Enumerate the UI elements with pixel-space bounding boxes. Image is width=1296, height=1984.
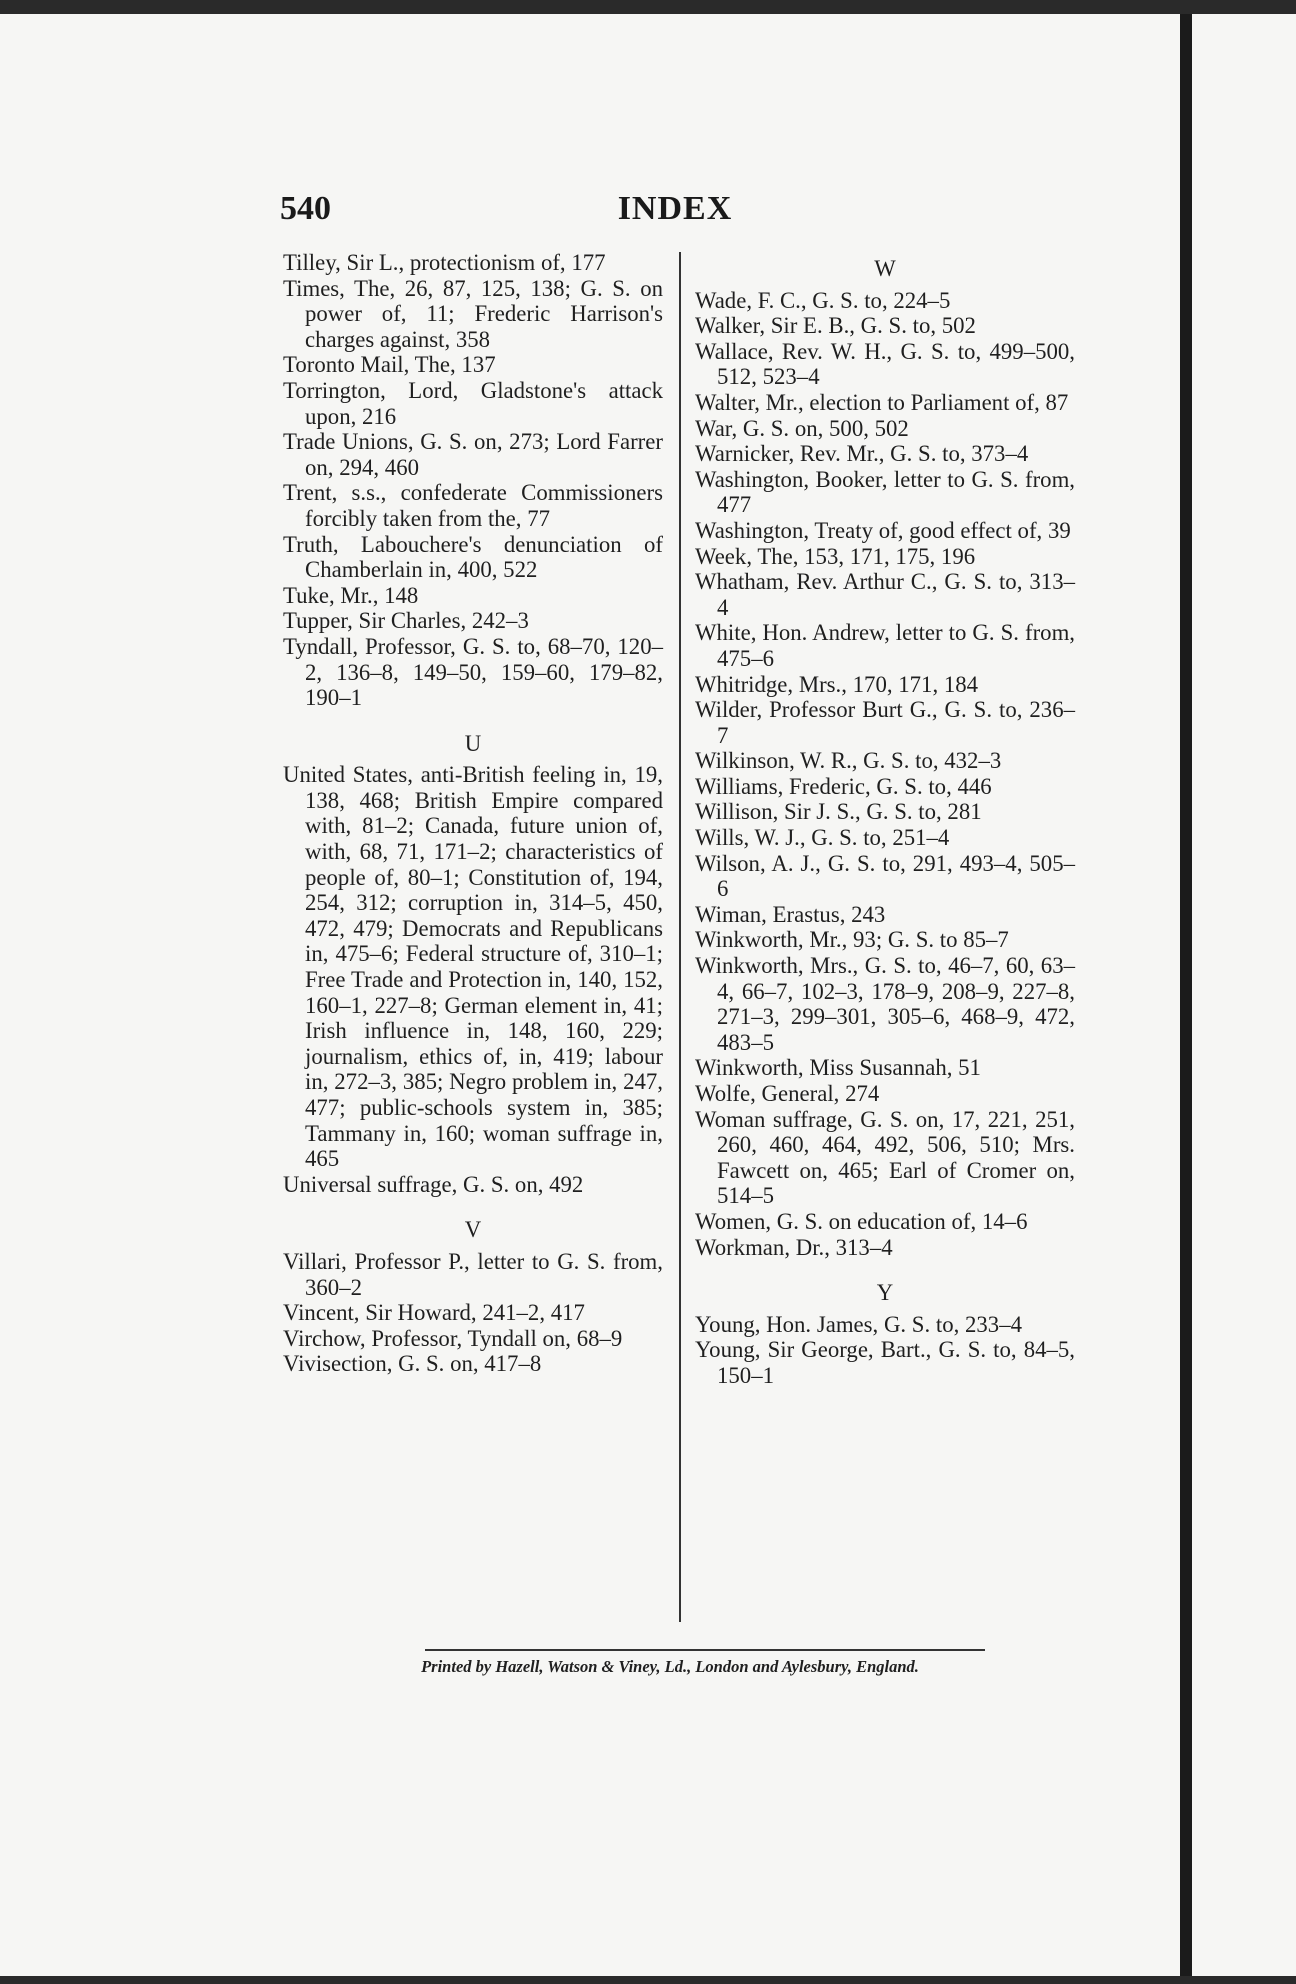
section-spacer: [283, 1197, 663, 1217]
index-entry: Tupper, Sir Charles, 242–3: [283, 608, 529, 634]
index-entry: Young, Sir George, Bart., G. S. to, 84–5, 150–1: [695, 1337, 1075, 1388]
index-entry: Walker, Sir E. B., G. S. to, 502: [695, 313, 976, 339]
index-entry: Wiman, Erastus, 243: [695, 901, 886, 927]
index-entry: Toronto Mail, The, 137: [283, 352, 496, 378]
index-entry: Torrington, Lord, Gladstone's attack upon, 216: [283, 377, 663, 429]
index-entry: Whitridge, Mrs., 170, 171, 184: [695, 671, 979, 697]
index-entry: Warnicker, Rev. Mr., G. S. to, 373–4: [695, 441, 1029, 467]
printer-imprint: Printed by Hazell, Watson & Viney, Ld., London and Aylesbury, England.: [421, 1657, 919, 1676]
index-entry: Tyndall, Professor, G. S. to, 68–70, 120–2, 136–8, 149–50, 159–60, 179–82, 190–1: [283, 633, 663, 711]
index-entry: Young, Hon. James, G. S. to, 233–4: [695, 1311, 1023, 1337]
index-entry: Winkworth, Mrs., G. S. to, 46–7, 60, 63–4, 66–7, 102–3, 178–9, 208–9, 227–8, 271–3, 299–301, 305–6, 468–9, 472, 483–5: [695, 953, 1075, 1055]
page-title: INDEX: [617, 190, 733, 227]
index-entry: Wade, F. C., G. S. to, 224–5: [695, 287, 951, 313]
index-entry: Vivisection, G. S. on, 417–8: [283, 1351, 542, 1377]
adjacent-page-strip: [1192, 14, 1296, 1976]
index-entry: Women, G. S. on education of, 14–6: [695, 1208, 1028, 1234]
index-entry: Wilson, A. J., G. S. to, 291, 493–4, 505–6: [695, 850, 1075, 902]
page-edge: [1180, 14, 1192, 1976]
index-entry: Villari, Professor P., letter to G. S. from, 360–2: [283, 1248, 663, 1300]
index-entry: Tuke, Mr., 148: [283, 582, 419, 608]
index-column-right: [695, 250, 1075, 1389]
index-entry: Times, The, 26, 87, 125, 138; G. S. on power of, 11; Frederic Harrison's charges against, 358: [283, 275, 663, 352]
index-entry: Wallace, Rev. W. H., G. S. to, 499–500, 512, 523–4: [695, 338, 1075, 390]
index-entry: Winkworth, Miss Susannah, 51: [695, 1055, 981, 1081]
index-entry: Wilkinson, W. R., G. S. to, 432–3: [695, 748, 1002, 774]
index-entry: Tilley, Sir L., protectionism of, 177: [283, 250, 606, 275]
index-entry: United States, anti-British feeling in, 19, 138, 468; British Empire compared with, 81–2; Canada, future union of, with, 68, 71, 171–2; characteristics of people of, 80–1; Constitution of, 194, 254, 312; corruption in, 314–5, 450, 472, 479; Democrats and Republicans in, 475–6; Federal structure of, 310–1; Free Trade and Protection in, 140, 152, 160–1, 227–8; German element in, 41; Irish influence in, 148, 160, 229; journalism, ethics of, in, 419; labour in, 272–3, 385; Negro problem in, 247, 477; public-schools system in, 385; Tammany in, 160; woman suffrage in, 465: [283, 762, 663, 1172]
index-entry: Workman, Dr., 313–4: [695, 1234, 893, 1260]
column-divider: [679, 252, 681, 1622]
index-entry: Whatham, Rev. Arthur C., G. S. to, 313–4: [695, 569, 1075, 620]
section-letter-u: U: [464, 730, 482, 756]
index-entry: Week, The, 153, 171, 175, 196: [695, 543, 976, 569]
index-entry: Trent, s.s., confederate Commissioners forcibly taken from the, 77: [283, 480, 663, 531]
index-entry: War, G. S. on, 500, 502: [695, 415, 909, 441]
index-entry: Trade Unions, G. S. on, 273; Lord Farrer on, 294, 460: [283, 429, 663, 480]
index-entry: Wilder, Professor Burt G., G. S. to, 236–7: [695, 697, 1075, 748]
index-entry: Universal suffrage, G. S. on, 492: [283, 1171, 584, 1197]
section-spacer: [283, 711, 663, 731]
index-entry: Walter, Mr., election to Parliament of, 87: [695, 389, 1069, 415]
section-letter-v: V: [464, 1217, 482, 1243]
page-header: [280, 190, 1070, 240]
section-letter-y: Y: [876, 1280, 894, 1306]
index-entry: Vincent, Sir Howard, 241–2, 417: [283, 1300, 585, 1326]
index-entry: Truth, Labouchere's denunciation of Chamberlain in, 400, 522: [283, 531, 663, 583]
index-entry: Woman suffrage, G. S. on, 17, 221, 251, 260, 460, 464, 492, 506, 510; Mrs. Fawcett on, 465; Earl of Cromer on, 514–5: [695, 1106, 1075, 1209]
page-number: 540: [280, 190, 331, 227]
index-entry: Winkworth, Mr., 93; G. S. to 85–7: [695, 927, 1009, 953]
imprint-rule: [425, 1649, 985, 1651]
index-entry: Willison, Sir J. S., G. S. to, 281: [695, 799, 982, 825]
section-letter-w: W: [874, 256, 896, 281]
index-entry: Virchow, Professor, Tyndall on, 68–9: [283, 1325, 623, 1351]
index-entry: Williams, Frederic, G. S. to, 446: [695, 773, 992, 799]
index-entry: Washington, Treaty of, good effect of, 39: [695, 517, 1071, 543]
index-entry: White, Hon. Andrew, letter to G. S. from, 475–6: [695, 620, 1075, 671]
index-column-left: [283, 250, 663, 1377]
index-entry: Washington, Booker, letter to G. S. from, 477: [695, 466, 1075, 518]
section-spacer: [695, 1260, 1075, 1280]
index-entry: Wolfe, General, 274: [695, 1081, 880, 1106]
index-entry: Wills, W. J., G. S. to, 251–4: [695, 825, 950, 851]
